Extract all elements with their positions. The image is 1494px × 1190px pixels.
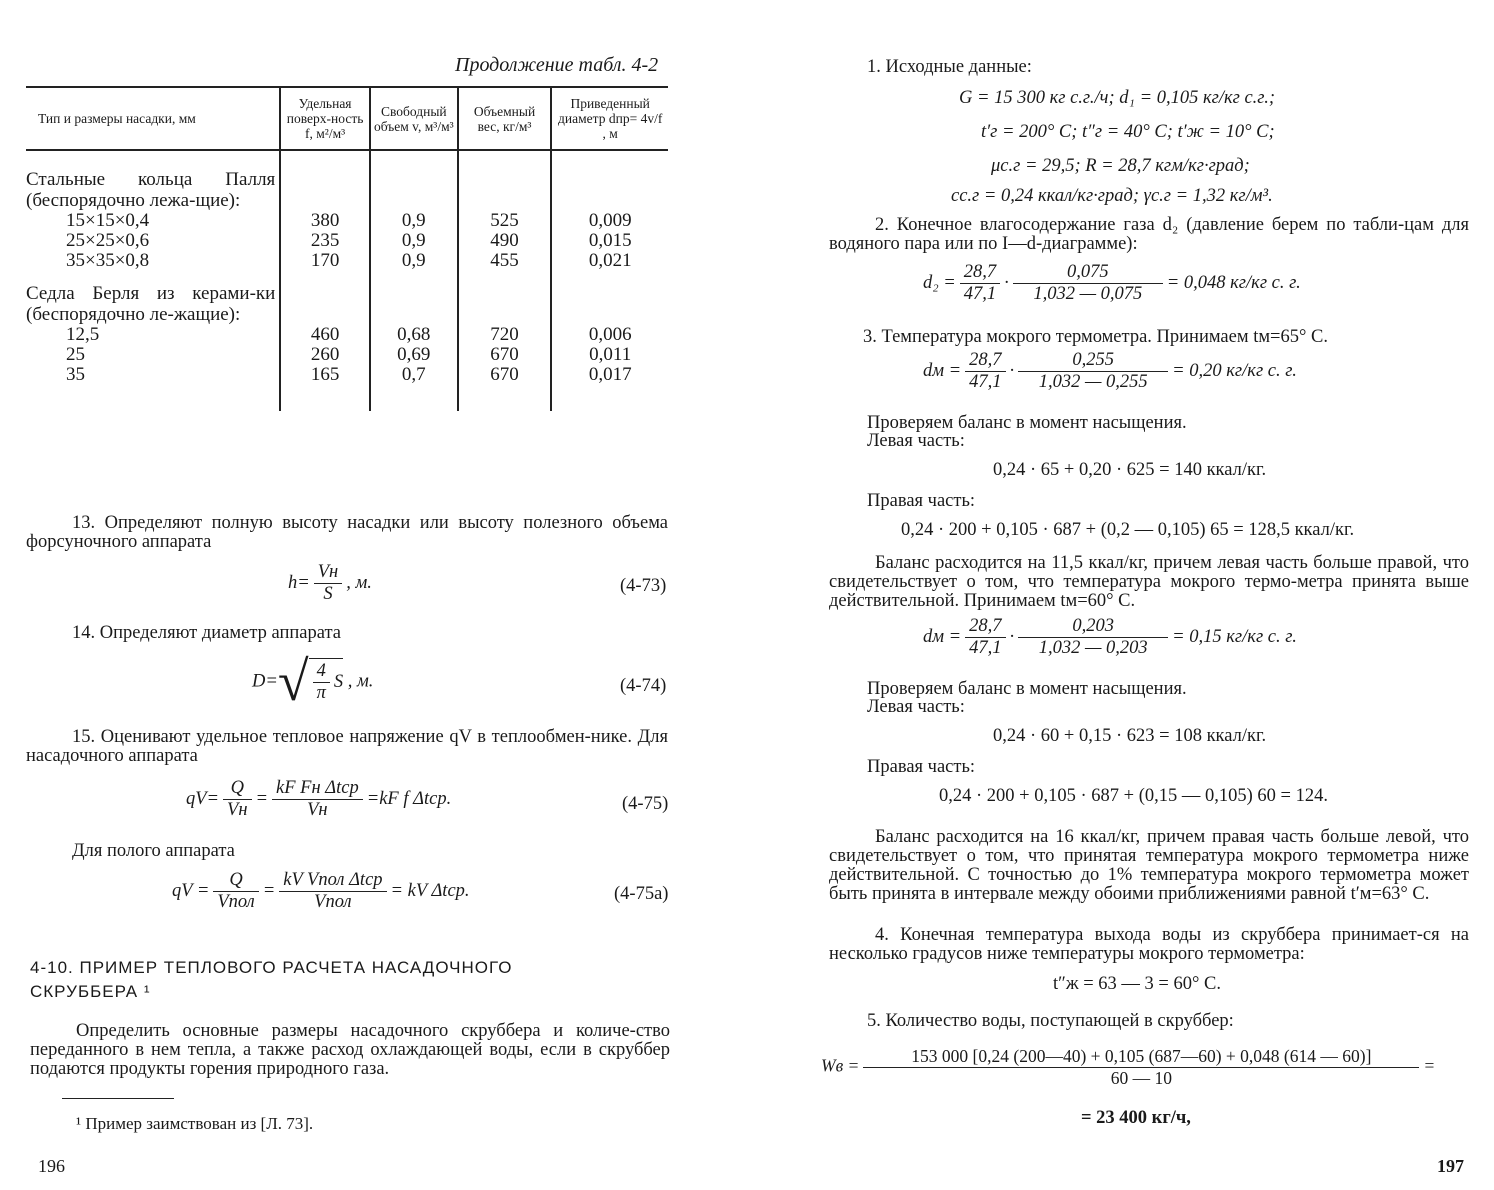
eq-tail: , м. (346, 572, 372, 593)
step-4-eq: t″ж = 63 — 3 = 60° С. (1053, 974, 1221, 994)
group-title: Стальные кольца Палля (беспорядочно лежа-щие): (26, 169, 276, 211)
numerator: 28,7 (965, 350, 1005, 372)
table-cell: 670 (458, 365, 552, 411)
right-part-2-eq: 0,24 · 200 + 0,105 · 687 + (0,15 — 0,105) 60 = 124. (939, 786, 1328, 806)
section-heading: 4-10. ПРИМЕР ТЕПЛОВОГО РАСЧЕТА НАСАДОЧНОГО СКРУББЕРА ¹ (30, 958, 513, 1001)
table-cell: 720 (458, 325, 552, 345)
equation-4-75: qV= $\frac{Q}{Vн}$ = $\frac{\text{kF Fн Δtср}}{Vн}$ =kF f Δtср. (186, 778, 452, 820)
table-cell: 0,011 (551, 345, 668, 365)
step-5: 5. Количество воды, поступающей в скруббер: (867, 1011, 1234, 1031)
balance-2: Баланс расходится на 16 ккал/кг, причем правая часть больше левой, что свидетельствует о том, что принятая температура мокрого термометра ниже действительной. С точностью до 1% температура мокрого термометра может быть принята в интервале между обоими приближениями равной t′м=63° С. (829, 827, 1469, 904)
fraction (313, 661, 330, 704)
paragraph-hollow: Для полого аппарата (72, 841, 235, 861)
eq-tail: = kV Δtср. (390, 880, 470, 901)
denominator: 1,032 — 0,255 (1038, 372, 1148, 392)
table-cell: 0,021 (551, 251, 668, 271)
table-cell: 460 (280, 325, 370, 345)
table-row (26, 251, 668, 271)
right-page (747, 0, 1494, 1190)
table-cell: 0,9 (370, 251, 458, 271)
equation-number: (4-73) (620, 576, 667, 596)
check-1: Проверяем баланс в момент насыщения. (867, 413, 1187, 433)
equation-4-75a: qV = $\frac{Q}{\text{Vпол}}$ = $\frac{\text{kV Vпол Δtср}}{\text{Vпол}}$ = kV Δtср. (172, 870, 470, 912)
table-cell: 165 (280, 365, 370, 411)
sqrt-symbol: √ (277, 651, 309, 713)
footnote-rule (62, 1098, 174, 1099)
equation-water-result: = 23 400 кг/ч, (1081, 1108, 1191, 1128)
numerator: 28,7 (965, 616, 1005, 638)
left-part-2: Левая часть: (867, 697, 965, 717)
numerator: 0,075 (1013, 262, 1163, 284)
numerator: Q (223, 778, 251, 800)
fraction (965, 616, 1005, 659)
table-cell: 12,5 (66, 324, 100, 345)
table-cell: 25×25×0,6 (66, 230, 150, 251)
table-row (26, 365, 668, 411)
numerator: Vн (314, 562, 342, 584)
eq-lhs: dм = (923, 360, 962, 381)
denominator: 60 — 10 (1110, 1068, 1172, 1088)
step-3: 3. Температура мокрого термометра. Принимаем tм=65° С. (863, 327, 1328, 347)
table-cell: 15×15×0,4 (66, 210, 150, 231)
eq-lhs: dм = (923, 626, 962, 647)
eq-tail: =kF f Δtср. (366, 788, 452, 809)
table-group-row (26, 150, 668, 211)
left-part-2-eq: 0,24 · 60 + 0,15 · 623 = 108 ккал/кг. (993, 726, 1267, 746)
table-cell: 0,9 (370, 211, 458, 231)
eq-lhs: D= (252, 671, 278, 692)
equation-dm-2: dм = $\frac{28,7}{47,1}$ · $\frac{0,203}{1,032 — 0,203}$ = 0,15 кг/кг с. г. (923, 616, 1297, 658)
table-cell: 0,69 (370, 345, 458, 365)
equation-number: (4-75) (622, 794, 669, 814)
table-row (26, 325, 668, 345)
table-header: Удельная поверх-ность f, м²/м³ (280, 87, 370, 150)
table-cell: 260 (280, 345, 370, 365)
left-part-1: Левая часть: (867, 431, 965, 451)
right-part-1-eq: 0,24 · 200 + 0,105 · 687 + (0,2 — 0,105) 65 = 128,5 ккал/кг. (901, 520, 1355, 540)
packing-table (26, 86, 668, 411)
check-2: Проверяем баланс в момент насыщения. (867, 679, 1187, 699)
table-cell: 235 (280, 231, 370, 251)
eq-rhs: = (1423, 1055, 1436, 1076)
page-number: 197 (1437, 1156, 1464, 1176)
table-cell: 670 (458, 345, 552, 365)
eq-lhs: h= (288, 572, 310, 593)
table-cell: 0,7 (370, 365, 458, 411)
equation-d2: d₂ = $\frac{28,7}{47,1}$ · $\frac{0,075}{1,032 — 0,075}$ = 0,048 кг/кг с. г. (923, 262, 1301, 304)
numerator: 4 (313, 661, 330, 683)
table-cell: 0,009 (551, 211, 668, 231)
numerator: 0,255 (1018, 350, 1168, 372)
fraction (1013, 262, 1163, 305)
table-cell: 35×35×0,8 (66, 250, 150, 271)
equation-dm-1: dм = $\frac{28,7}{47,1}$ · $\frac{0,255}{1,032 — 0,255}$ = 0,20 кг/кг с. г. (923, 350, 1297, 392)
denominator: 1,032 — 0,075 (1033, 284, 1143, 304)
given-line-3: μс.г = 29,5; R = 28,7 кгм/кг·град; (991, 156, 1250, 176)
fraction (960, 262, 1000, 305)
eq-tail: , м. (347, 671, 374, 692)
table-cell: 525 (458, 211, 552, 231)
group-title: Седла Берля из керами-ки (беспорядочно ле-жащие): (26, 283, 276, 325)
equation-4-74 (252, 651, 374, 713)
table-row (26, 211, 668, 231)
denominator: S (323, 584, 333, 604)
footnote: ¹ Пример заимствован из [Л. 73]. (76, 1114, 314, 1133)
balance-1: Баланс расходится на 11,5 ккал/кг, причем левая часть больше правой, что свидетельствует о том, что температура мокрого термо-метра принята выше действительной. Принимаем tм=60° С. (829, 553, 1469, 611)
table-cell: 0,015 (551, 231, 668, 251)
eq-rhs: = 0,15 кг/кг с. г. (1172, 626, 1297, 647)
table-group-row (26, 271, 668, 325)
denominator: π (316, 682, 326, 703)
given-line-4: cс.г = 0,24 ккал/кг·град; γс.г = 1,32 кг/м³. (951, 186, 1273, 206)
fraction (1018, 616, 1168, 659)
table-cell: 0,017 (551, 365, 668, 411)
fraction (272, 778, 363, 821)
denominator: Vн (307, 800, 328, 820)
table-cell: 0,006 (551, 325, 668, 345)
eq-lhs: qV = (172, 880, 210, 901)
table-header-row (26, 87, 668, 150)
given-line-1: G = 15 300 кг с.г./ч; d₁ = 0,105 кг/кг с.г.; (959, 88, 1276, 108)
table-cell: 490 (458, 231, 552, 251)
denominator: 47,1 (969, 638, 1002, 658)
numerator: kV Vпол Δtср (279, 870, 386, 892)
fraction (863, 1046, 1419, 1089)
table-header: Свободный объем v, м³/м³ (370, 87, 458, 150)
eq-lhs: Wв = (821, 1055, 860, 1076)
denominator: 47,1 (969, 372, 1002, 392)
page-number: 196 (38, 1156, 65, 1176)
equation-number: (4-74) (620, 676, 667, 696)
denominator: Vпол (217, 892, 255, 912)
left-part-1-eq: 0,24 · 65 + 0,20 · 625 = 140 ккал/кг. (993, 460, 1267, 480)
eq-lhs: qV= (186, 788, 220, 809)
intro-paragraph: Определить основные размеры насадочного скруббера и количе-ство переданного в нем тепла, а также расход охлаждающей воды, если в скруббер подаются продукты горения природного газа. (30, 1021, 670, 1079)
fraction (223, 778, 251, 821)
eq-lhs: d₂ = (923, 272, 956, 293)
numerator: Q (213, 870, 258, 892)
table-cell: 0,68 (370, 325, 458, 345)
numerator: 153 000 [0,24 (200—40) + 0,105 (687—60) + 0,048 (614 — 60)] (863, 1046, 1419, 1068)
denominator: Vн (227, 800, 248, 820)
fraction (314, 562, 342, 605)
table-cell: 0,9 (370, 231, 458, 251)
step-1: 1. Исходные данные: (867, 57, 1032, 77)
eq-mid: S (333, 671, 344, 692)
paragraph-15: 15. Оценивают удельное тепловое напряжение qV в теплообмен-нике. Для насадочного аппарата (26, 727, 668, 766)
equation-water (821, 1046, 1435, 1089)
table-header: Объемный вес, кг/м³ (458, 87, 552, 150)
equation-4-73 (288, 562, 372, 605)
denominator: 1,032 — 0,203 (1038, 638, 1148, 658)
table-cell: 35 (66, 364, 85, 385)
table-header: Приведенный диаметр dпр= 4v/f , м (551, 87, 668, 150)
table-header: Тип и размеры насадки, мм (26, 87, 280, 150)
step-2: 2. Конечное влагосодержание газа d₂ (давление берем по табли-цам для водяного пара или по I—d-диаграмме): (829, 215, 1469, 254)
fraction (1018, 350, 1168, 393)
table-cell: 25 (66, 344, 85, 365)
table-row (26, 231, 668, 251)
equation-number: (4-75а) (614, 884, 669, 904)
table-caption: Продолжение табл. 4-2 (455, 54, 659, 76)
fraction (965, 350, 1005, 393)
table-row (26, 345, 668, 365)
table-cell: 455 (458, 251, 552, 271)
step-4: 4. Конечная температура выхода воды из скруббера принимает-ся на несколько градусов ниже температуры мокрого термометра: (829, 925, 1469, 964)
denominator: 47,1 (963, 284, 997, 304)
numerator: kF Fн Δtср (272, 778, 363, 800)
right-part-1: Правая часть: (867, 491, 976, 511)
radicand (309, 658, 344, 704)
eq-rhs: = 0,20 кг/кг с. г. (1172, 360, 1297, 381)
paragraph-14: 14. Определяют диаметр аппарата (72, 623, 341, 643)
denominator: Vпол (314, 892, 352, 912)
numerator: 28,7 (960, 262, 1000, 284)
table-cell: 380 (280, 211, 370, 231)
fraction (279, 870, 386, 913)
fraction (213, 870, 258, 913)
right-part-2: Правая часть: (867, 757, 976, 777)
table-cell: 170 (280, 251, 370, 271)
paragraph-13: 13. Определяют полную высоту насадки или высоту полезного объема форсуночного аппарата (26, 513, 668, 552)
eq-rhs: = 0,048 кг/кг с. г. (1166, 272, 1301, 293)
given-line-2: t′г = 200° С; t″г = 40° С; t′ж = 10° С; (981, 122, 1275, 142)
numerator: 0,203 (1018, 616, 1168, 638)
